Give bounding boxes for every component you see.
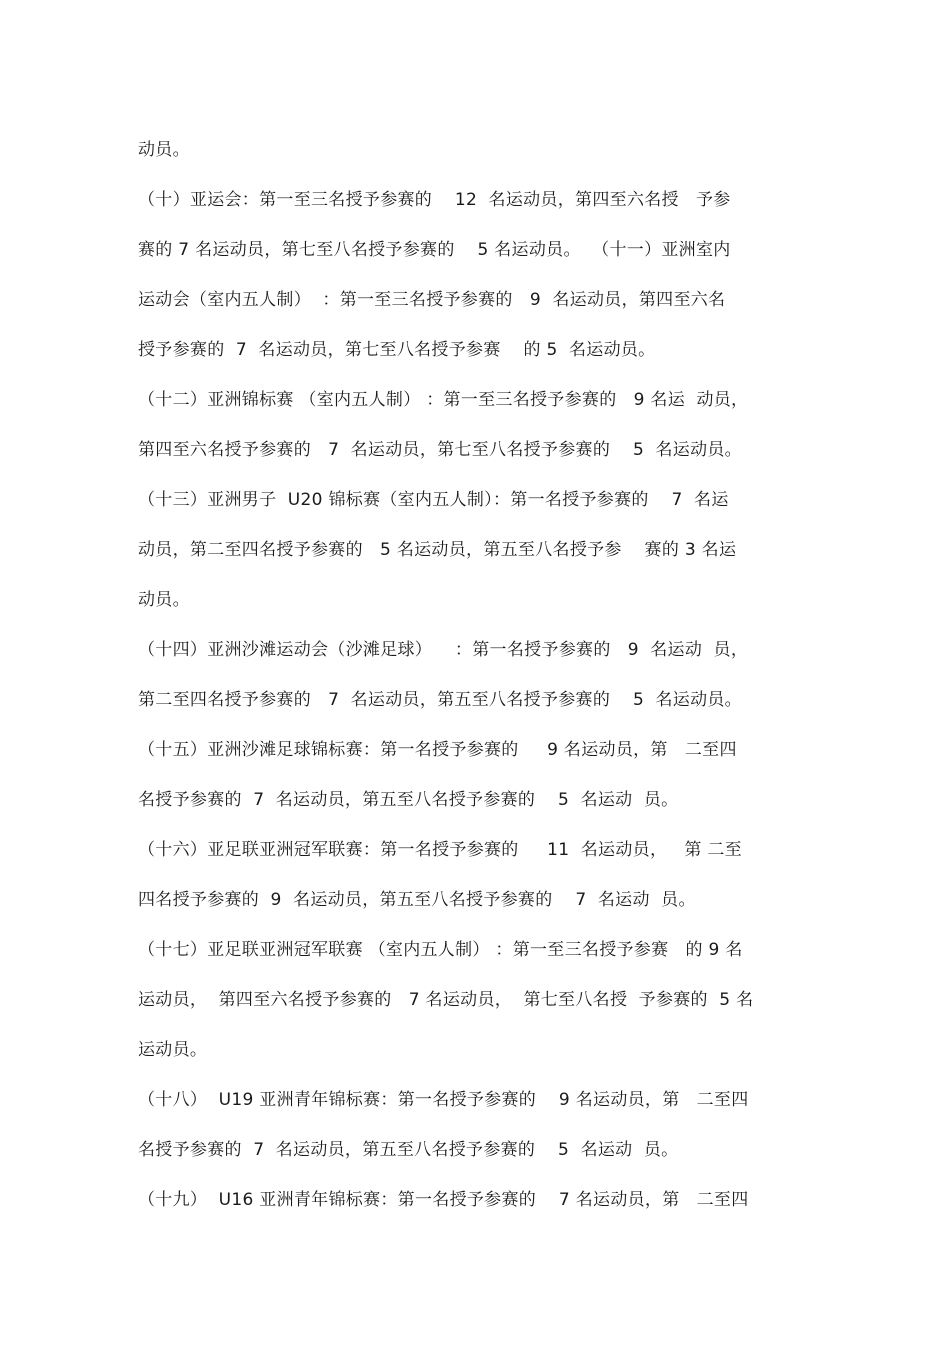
text-line-14: 名授予参赛的 7 名运动员，第五至八名授予参赛的 5 名运动 员。 [138,790,679,810]
text-line-9: 动员，第二至四名授予参赛的 5 名运动员，第五至八名授予参 赛的 3 名运 [138,540,737,560]
text-line-10: 动员。 [138,590,190,610]
text-line-8: （十三）亚洲男子 U20 锦标赛（室内五人制）：第一名授予参赛的 7 名运 [138,490,729,510]
text-line-13: （十五）亚洲沙滩足球锦标赛：第一名授予参赛的 9 名运动员，第 二至四 [138,740,737,760]
text-line-6: （十二）亚洲锦标赛 （室内五人制） ：第一至三名授予参赛的 9 名运 动员， [138,390,749,410]
text-line-17: （十七）亚足联亚洲冠军联赛 （室内五人制） ：第一至三名授予参赛 的 9 名 [138,940,743,960]
text-line-15: （十六）亚足联亚洲冠军联赛：第一名授予参赛的 11 名运动员， 第 二至 [138,840,742,860]
text-line-11: （十四）亚洲沙滩运动会（沙滩足球） ：第一名授予参赛的 9 名运动 员， [138,640,749,660]
text-line-18: 运动员， 第四至六名授予参赛的 7 名运动员， 第七至八名授 予参赛的 5 名 [138,990,754,1010]
text-line-5: 授予参赛的 7 名运动员，第七至八名授予参赛 的 5 名运动员。 [138,340,656,360]
text-line-22: （十九） U16 亚洲青年锦标赛：第一名授予参赛的 7 名运动员，第 二至四 [138,1190,749,1210]
text-line-20: （十八） U19 亚洲青年锦标赛：第一名授予参赛的 9 名运动员，第 二至四 [138,1090,749,1110]
text-line-19: 运动员。 [138,1040,208,1060]
text-line-21: 名授予参赛的 7 名运动员，第五至八名授予参赛的 5 名运动 员。 [138,1140,679,1160]
text-line-1: 动员。 [138,140,190,160]
text-line-3: 赛的 7 名运动员，第七至八名授予参赛的 5 名运动员。 （十一）亚洲室内 [138,240,731,260]
text-line-16: 四名授予参赛的 9 名运动员，第五至八名授予参赛的 7 名运动 员。 [138,890,696,910]
text-line-7: 第四至六名授予参赛的 7 名运动员，第七至八名授予参赛的 5 名运动员。 [138,440,742,460]
text-line-4: 运动会（室内五人制） ：第一至三名授予参赛的 9 名运动员，第四至六名 [138,290,726,310]
text-line-2: （十）亚运会：第一至三名授予参赛的 12 名运动员，第四至六名授 予参 [138,190,731,210]
text-line-12: 第二至四名授予参赛的 7 名运动员，第五至八名授予参赛的 5 名运动员。 [138,690,742,710]
